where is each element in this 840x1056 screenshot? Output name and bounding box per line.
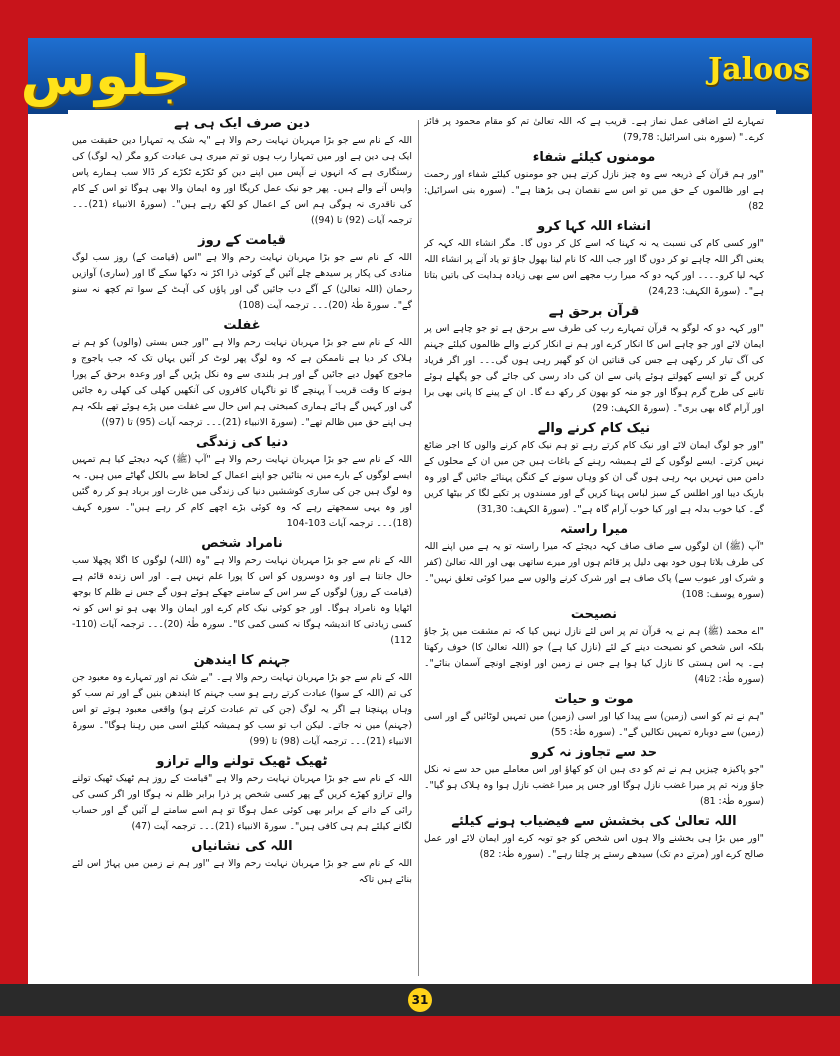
column-divider bbox=[418, 120, 419, 976]
section bbox=[72, 116, 412, 229]
section-text: اللہ کے نام سے جو بڑا مہربان نہایت رحم والا ہے "قیامت کے روز ہم ٹھیک ٹھیک تولنے والے ترازو کھڑے کریں گے پھر کسی شخص پر ذرا برابر ظلم نہ ہوگا اور اگر کسی کی رائی کے دانے کے برابر بھی کوئی عمل ہوگا تو ہم اسے سامنے لے آئیں گے اور حساب لگانے کیلئے ہم ہی کافی ہیں"۔ سورۃ الانبیاء (21)۔۔۔ ترجمہ آیت (47) bbox=[72, 773, 412, 832]
section-heading: قیامت کے روز bbox=[198, 233, 286, 248]
section-heading: ٹھیک ٹھیک تولنے والے ترازو bbox=[156, 754, 328, 769]
section-intro bbox=[424, 114, 764, 146]
section-heading: نیک کام کرنے والے bbox=[537, 421, 651, 436]
section-heading: حد سے تجاوز نہ کرو bbox=[530, 745, 658, 760]
section-heading: قرآن برحق ہے bbox=[548, 304, 640, 319]
section-text: "اے محمد (ﷺ) ہم نے یہ قرآن تم پر اس لئے نازل نہیں کیا کہ تم مشقت میں پڑ جاؤ بلکہ اس شخص کو نصیحت دینے کے لئے (نازل کیا ہے) جو (اللہ تعالیٰ کا) خوف رکھتا ہے۔ یہ اس ہستی کا نازل کیا ہوا ہے جس نے زمین اور اونچے اونچے آسمان بنائے"۔ (سورہ طٰہٰ: 2تا4) bbox=[424, 626, 764, 685]
section bbox=[72, 233, 412, 314]
section-heading: نامراد شخص bbox=[201, 536, 283, 551]
top-red-band bbox=[0, 0, 840, 38]
section bbox=[72, 839, 412, 888]
section-heading: دنیا کی زندگی bbox=[195, 435, 289, 450]
section-text: "اور میں بڑا ہی بخشنے والا ہوں اس شخص کو جو توبہ کرے اور ایمان لائے اور عمل صالح کرے اور (مرتے دم تک) سیدھے رستے پر چلتا رہے"۔ (سورہ طٰہٰ: 82) bbox=[424, 833, 764, 860]
section-text: "اور جو لوگ ایمان لائے اور نیک کام کرتے رہے تو ہم نیک کام کرنے والوں کا اجر ضائع نہیں کرتے۔ ایسے لوگوں کے لئے ہمیشہ رہنے کے باغات ہیں جن میں ان کے محلوں کے دامن میں نہریں بہہ رہی ہوں گی ان کو وہاں سونے کے کنگن پہنائے جائیں گے اور وہ باریک دیبا اور اطلس کے سبز لباس پہنا کریں گے اور مسندوں پر تکیے لگا کر بیٹھا کریں گے۔ کیا خوب بدلہ ہے اور کیا خوب آرام گاہ ہے"۔ (سورۃ الکہف: 31,30) bbox=[424, 440, 764, 515]
section bbox=[424, 607, 764, 688]
right-red-border bbox=[812, 38, 840, 984]
left-column bbox=[72, 114, 412, 980]
section bbox=[424, 745, 764, 810]
section bbox=[72, 754, 412, 835]
section bbox=[72, 435, 412, 532]
section-text: "اور ہم قرآن کے ذریعہ سے وہ چیز نازل کرتے ہیں جو مومنوں کیلئے شفاء اور رحمت ہے اور ظالموں کے حق میں تو اس سے نقصان ہی بڑھتا ہے"۔ (سورہ بنی اسرائیل: 82) bbox=[424, 169, 764, 212]
section bbox=[424, 304, 764, 417]
magazine-title: Jaloos bbox=[708, 52, 810, 87]
section-heading: اللہ تعالیٰ کی بخشش سے فیضیاب ہونے کیلئے bbox=[451, 814, 737, 829]
section-heading: جہنم کا ایندھن bbox=[193, 653, 291, 668]
section bbox=[424, 421, 764, 518]
section-text: اللہ کے نام سے جو بڑا مہربان نہایت رحم والا ہے "اور ہم نے زمین میں پہاڑ اس لئے بنائے ہیں تاکہ bbox=[72, 858, 412, 885]
section bbox=[72, 653, 412, 750]
section-text: تمہارے لئے اضافی عمل نماز ہے۔ قریب ہے کہ اللہ تعالیٰ تم کو مقام محمود پر فائز کرے۔" (سورہ بنی اسرائیل: 79,78) bbox=[424, 116, 764, 143]
right-column bbox=[424, 114, 764, 980]
section bbox=[424, 814, 764, 863]
section-heading: غفلت bbox=[223, 318, 261, 333]
bottom-red-band bbox=[0, 1016, 840, 1056]
section-text: "اور کہہ دو کہ لوگو یہ قرآن تمہارے رب کی طرف سے برحق ہے تو جو چاہے اس پر ایمان لائے اور جو چاہے اس کا انکار کرے اور ہم نے انکار کرنے والے ظالموں کیلئے جہنم کی آگ تیار کر رکھی ہے جس کی قناتیں ان کو گھیر رہی ہوں گی۔۔۔ اور اگر فریاد کریں گے تو ایسے کھولتے ہوئے پانی سے ان کی داد رسی کی جائے گی جو پگھلے ہوئے تانبے کی طرح گرم ہوگا اور جو منہ کو بھون کر رکھ دے گا۔ ان کے پینے کا پانی بھی برا اور آرام گاہ بھی بری"۔ (سورۃ الکہف: 29) bbox=[424, 323, 764, 414]
section-text: اللہ کے نام سے جو بڑا مہربان نہایت رحم والا ہے "اور جس بستی (والوں) کو ہم نے ہلاک کر دیا ہے ناممکن ہے کہ وہ لوگ پھر لوٹ کر آئیں یہاں تک کہ جب یاجوج و ماجوج کھول دیے جائیں گے اور ہر بلندی سے وہ نکل پڑیں گے اور وعدہ برحق کے پورا ہونے کا وقت قریب آ پہنچے گا تو ناگہاں کافروں کی آنکھیں کھلی کی کھلی رہ جائیں گی اور کہیں گے ہائے ہماری کمبختی ہم اس حال سے غفلت میں پڑے ہوئے تھے بلکہ ہم ہی اپنے حق میں ظالم تھے"۔ (سورۃ الانبیاء (21)۔۔۔ ترجمہ آیات (95) تا (97)) bbox=[72, 337, 412, 428]
section-text: "اور کسی کام کی نسبت یہ نہ کہنا کہ اسے کل کر دوں گا۔ مگر انشاء اللہ کہہ کر یعنی اگر اللہ چاہے تو کر دوں گا اور جب اللہ کا نام لینا بھول جاؤ تو یاد آنے پر انشاء اللہ کہہ لیا کرو۔۔۔۔ اور کہہ دو کہ میرا رب مجھے اس سے بھی زیادہ ہدایت کی باتیں بتاتا ہے"۔ (سورۃ الکہف: 24,23) bbox=[424, 238, 764, 297]
section-text: "آپ (ﷺ) ان لوگوں سے صاف صاف کہہ دیجئے کہ میرا راستہ تو یہ ہے میں اپنے اللہ کی طرف بلاتا ہوں خود بھی دلیل پر قائم ہوں اور میرے ساتھی بھی اور اللہ تعالیٰ (کفر و شرک اور عیوب سے) پاک صاف ہے اور شرک کرنے والوں سے میرا کوئی تعلق نہیں"۔ (سورہ یوسف: 108) bbox=[424, 541, 764, 600]
section-heading: نصیحت bbox=[570, 607, 618, 622]
section bbox=[72, 536, 412, 649]
section bbox=[424, 150, 764, 215]
left-red-border bbox=[0, 38, 28, 984]
section-text: "ہم نے تم کو اسی (زمین) سے پیدا کیا اور اسی (زمین) میں تمہیں لوٹائیں گے اور اسی (زمین) سے دوبارہ تمہیں نکالیں گے"۔ (سورہ طٰہٰ: 55) bbox=[424, 711, 764, 738]
section-text: اللہ کے نام سے جو بڑا مہربان نہایت رحم والا ہے "اس (قیامت کے) روز سب لوگ منادی کی پکار پر سیدھے چلے آئیں گے کوئی ذرا اکڑ نہ دکھا سکے گا اور (ساری) آوازیں رحمان (اللہ تعالیٰ) کے آگے دب جائیں گی اور پاؤں کی آہٹ کے سوا تم کچھ نہ سنو گے"۔ سورۃ طٰہٰ (20)۔۔۔ ترجمہ آیت (108) bbox=[72, 252, 412, 311]
section bbox=[424, 219, 764, 300]
logo-urdu: جلوس bbox=[20, 44, 190, 107]
section-text: "جو پاکیزہ چیزیں ہم نے تم کو دی ہیں ان کو کھاؤ اور اس معاملے میں حد سے نہ نکل جاؤ ورنہ تم پر میرا غضب نازل ہوگا اور جس پر میرا غضب نازل ہوا وہ ہلاک ہو گیا"۔ (سورہ طٰہٰ: 81) bbox=[424, 764, 764, 807]
section bbox=[424, 522, 764, 603]
section-text: اللہ کے نام سے جو بڑا مہربان نہایت رحم والا ہے "آپ (ﷺ) کہہ دیجئے کیا ہم تمہیں ایسے لوگوں کے بارے میں نہ بتائیں جو اپنے اعمال کے لحاظ سے بالکل گھاٹے میں ہیں۔ یہ وہ لوگ ہیں جن کی ساری کوششیں دنیا کی زندگی میں غارت اور برباد ہو کر رہ گئیں اور وہ یہی سمجھتے رہے کہ وہ کوئی بڑے اچھے کام کر رہے ہیں"۔ سورہ کہف (18)۔۔۔ ترجمہ آیات 103-104 bbox=[72, 454, 412, 529]
section-text: اللہ کے نام سے جو بڑا مہربان نہایت رحم والا ہے "یہ شک یہ تمہارا دین حقیقت میں ایک ہی دین ہے اور میں تمہارا رب ہوں تو تم میری ہی عبادت کرو مگر (یہ لوگ) کی رستگاری ہے کہ انہوں نے آپس میں اپنے دین کو ٹکڑے ٹکڑے کر ڈالا سب ہمارے پاس واپس آنے والے ہیں۔ پھر جو نیک عمل کریگا اور وہ ایمان والا بھی ہوگا تو اس کے کام کی ناقدری نہ ہوگی ہم اس کے اعمال کو لکھ رہے ہیں"۔ (سورۃ الانبیاء (21)۔۔۔ ترجمہ آیات (92) تا (94)) bbox=[72, 135, 412, 226]
section-heading: دین صرف ایک ہی ہے bbox=[174, 116, 310, 131]
section-heading: انشاء اللہ کہا کرو bbox=[537, 219, 651, 234]
section-text: اللہ کے نام سے جو بڑا مہربان نہایت رحم والا ہے "وہ (اللہ) لوگوں کا اگلا پچھلا سب حال جانتا ہے اور وہ دوسروں کو اس کا پورا علم نہیں ہے۔ اور اس زندہ قائم ہے (قیامت کے روز) لوگوں کے سر اس کے سامنے جھکے ہوئے ہوں گے جس نے ظلم کا بوجھ اٹھایا وہ نامراد ہوگا۔ اور جو کوئی نیک کام کرے اور ایمان والا بھی ہو تو اس کو نہ کسی زیادتی کا اندیشہ ہوگا نہ کسی کمی کا"۔ سورہ طٰہٰ (20)۔۔۔ ترجمہ آیات (110-112) bbox=[72, 555, 412, 646]
section-heading: اللہ کی نشانیاں bbox=[191, 839, 293, 854]
section bbox=[72, 318, 412, 431]
section-heading: میرا راستہ bbox=[559, 522, 629, 537]
section-text: اللہ کے نام سے جو بڑا مہربان نہایت رحم والا ہے۔ "بے شک تم اور تمہارے وہ معبود جن کی تم (اللہ کے سوا) عبادت کرتے رہے ہو سب جہنم کا ایندھن بنیں گے اور تم سب کو وہاں پہنچنا ہے اگر یہ لوگ (جن کی تم عبادت کرتے ہو) واقعی معبود ہوتے تو اس (جہنم) میں نہ جاتے۔ لیکن اب تو سب کو ہمیشہ کیلئے اسی میں رہنا ہوگا"۔ سورۃ الانبیاء (21)۔۔۔ ترجمہ آیات (98) تا (99) bbox=[72, 672, 412, 747]
section bbox=[424, 692, 764, 741]
section-heading: موت و حیات bbox=[554, 692, 634, 707]
page-number: 31 bbox=[408, 988, 432, 1012]
section-heading: مومنوں کیلئے شفاء bbox=[532, 150, 656, 165]
